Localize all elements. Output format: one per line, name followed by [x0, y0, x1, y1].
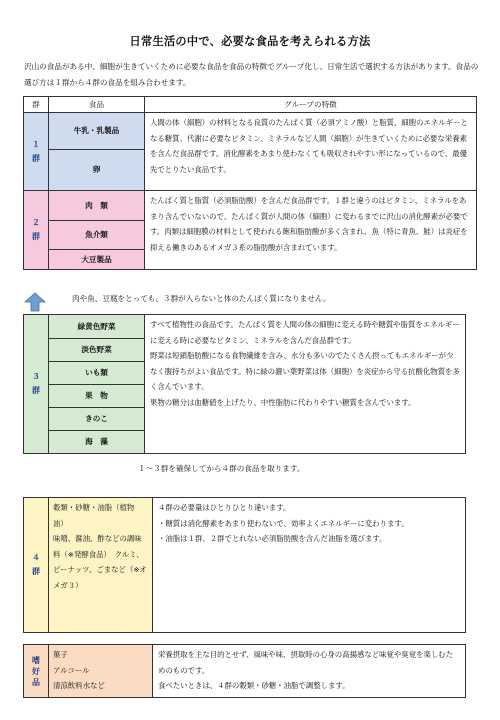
table-header-row — [24, 97, 477, 113]
food-group-table-luxury — [23, 644, 466, 698]
luxury-food-sweets: 菓子 — [53, 650, 68, 659]
group-3-food-green-veg: 緑黄色野菜 — [49, 315, 145, 339]
luxury-description-2: 食べたいときは、４群の穀類・砂糖・油脂で調整します。 — [158, 681, 350, 690]
group-3-food-fruit: 果 物 — [49, 385, 145, 408]
group-1-label: １ 群 — [24, 113, 49, 191]
group-4-description-2: ・糖質は消化酵素をあまり使わないで、効率よくエネルギーに変わります。 — [158, 518, 409, 528]
group-4-label: ４ 群 — [24, 498, 49, 633]
group-1-description: 人間の体（細胞）の材料となる良質のたんぱく質（必須アミノ酸）と脂質、細胞のエネルギーとなる糖質、代謝に必要なビタミン、ミネラルなど人間（細胞）が生きていくために必要な栄養素を含んだ食品群です。消化酵素をあまり使わなくても吸収されやすい形になっているので、最優先でとりたい食品です。 — [145, 113, 477, 191]
header-food: 食品 — [49, 97, 145, 113]
page-title: 日常生活の中で、必要な食品を考えられる方法 — [129, 35, 371, 48]
group-3-label: ３ 群 — [24, 315, 49, 454]
luxury-label: 嗜 好 品 — [24, 645, 49, 698]
group-3-food-seaweed: 海 藻 — [49, 431, 145, 454]
group-3-description-1: すべて植物性の食品です。たんぱく質を人間の体の細胞に変える時や糖質や脂質をエネルギーに変える時に必要なビタミン、ミネラルを含んだ食品群です。 — [150, 320, 460, 345]
group-3-description-2: 野菜は短鎖脂肪酸になる食物繊維を含み、水分も多いのでたくさん摂ってもエネルギーが少なく腹持ちがよい食品です。特に緑の濃い葉野菜は体（細胞）を炎症から守る抗酸化物質を多く含んでいます。 — [150, 351, 460, 391]
group-3-food-mushroom: きのこ — [49, 408, 145, 431]
group-3-food-light-veg: 淡色野菜 — [49, 339, 145, 362]
food-group-table-4 — [23, 497, 466, 633]
group-4-description-1: ４群の必要量はひとりひとり違います。 — [158, 503, 291, 512]
group-2-food-soy: 大豆製品 — [49, 250, 145, 270]
luxury-description-1: 栄養摂取を主な目的とせず、風味や味、摂取時の心身の高揚感など味覚や臭覚を楽しむためのものです。 — [158, 650, 454, 675]
group-1-food-egg: 卵 — [49, 150, 145, 191]
group-2-label: ２ 群 — [24, 191, 49, 270]
luxury-description — [153, 645, 466, 698]
group-2-food-seafood: 魚介類 — [49, 221, 145, 250]
group-3-description — [145, 315, 466, 454]
header-feature: グループの特徴 — [145, 97, 477, 113]
luxury-food-alcohol: アルコール — [53, 665, 90, 675]
luxury-foods — [49, 645, 153, 698]
food-group-table-3 — [23, 314, 466, 454]
group-2-food-meat: 肉 類 — [49, 191, 145, 221]
group-4-note: １～３群を確保してから４群の食品を取ります。 — [138, 464, 305, 473]
luxury-food-soft-drinks: 清涼飲料水など — [53, 681, 105, 690]
group-2-description: たんぱく質と脂質（必須脂肪酸）を含んだ食品群です。１群と違うのはビタミン、ミネラルをあまり含んでいないので、たんぱく質が人間の体（細胞）に変わるまでに沢山の消化酵素が必要です。肉類は細胞膜の材料として使われる飽和脂肪酸が多く含まれ、魚（特に青魚、鮭）は炎症を抑える働きのあるオメガ３系の脂肪酸が含まれています。 — [145, 191, 477, 270]
header-group: 群 — [24, 97, 49, 113]
intro-text: 沢山の食品がある中、細胞が生きていくために必要な食品を食品の特徴でグループ化し、日常生活で選択する方法があります。食品の選び方は１群から４群の食品を組み合わせます。 — [24, 62, 479, 87]
group-4-description — [153, 498, 466, 633]
group-3-description-3: 果物の糖分は血糖値を上げたり、中性脂肪に代わりやすい糖質を含んでいます。 — [150, 397, 416, 407]
food-group-table-1-2 — [23, 96, 477, 270]
group-3-food-potatoes: いも類 — [49, 362, 145, 385]
group-4-foods: 穀類・砂糖・油脂（植物油） 味噌、醤油、酢などの調味料（※発酵食品） クルミ、ピーナッツ、ごまなど（※オメガ３） — [49, 498, 153, 633]
group-4-description-3: ・油脂は１群、２群でとれない必須脂肪酸を含んだ油脂を選びます。 — [158, 534, 387, 543]
group-1-food-dairy: 牛乳・乳製品 — [49, 113, 145, 150]
up-arrow-icon — [24, 292, 46, 312]
arrow-note: 肉や魚、豆腐をとっても、３群が入らないと体のたんぱく質になりません。 — [72, 294, 331, 303]
